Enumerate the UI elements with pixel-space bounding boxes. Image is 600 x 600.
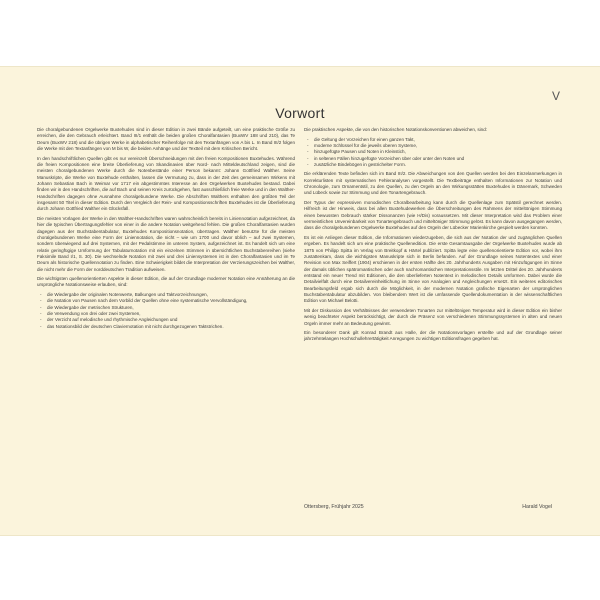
page-title: Vorwort: [275, 105, 325, 121]
list-item: - die Notation von Pausen nach dem Vorbild der Quellen ohne eine systematische Vervollständigung,: [47, 298, 295, 304]
paragraph: Die choralgebundenen Orgelwerke Buxtehudes sind in dieser Edition in zwei Bände aufgeteilt, um eine praktische Größe zu erreichen, die den Gebrauch erleichtert. Band III/1 enthält die beiden großen Choralfantasien (BuxWV 188 und 210), das Te Deum (BuxWV 218) und die übrigen Werke in alphabetischer Reihenfolge mit den Textanfängen von A bis L. In Band III/2 folgen die Werke mit den Textanfängen von M bis W, die beiden Anhänge und der Textteil mit dem Kritischen Bericht.: [37, 127, 295, 152]
list-item: - in seltenen Fällen hinzugefügte Vorzeichen über oder unter den Noten und: [314, 156, 562, 162]
paragraph: Mit der Diskussion des Verhältnisses der verwendeten Tonarten zur mitteltönigen Temperatur wird in dieser Edition ein bisher wenig beachteter Aspekt berücksichtigt, der durch die Präsenz von verschiedenen Stimmungssystemen in alten und neuen Orgeln immer mehr an Bedeutung gewinnt.: [304, 307, 562, 326]
list-item: - die Geltung der Vorzeichen für einen ganzen Takt,: [314, 137, 562, 143]
list-item: - die Wiedergabe der originalen Notenwerte, Balkungen und Taktvorzeichnungen,: [47, 292, 295, 298]
practical-aspects-list: [304, 137, 562, 169]
author-signature: Harald Vogel: [522, 504, 552, 510]
left-column: [37, 127, 295, 333]
page-number: V: [551, 89, 560, 103]
list-item: - das Notationsbild der deutschen Claviernotation mit nicht durchgezogenen Taktstrichen.: [47, 324, 295, 330]
list-item: - hinzugefügte Pausen und Noten in Kleinstich,: [314, 149, 562, 155]
paragraph: In den handschriftlichen Quellen gibt es nur vereinzelt Überschneidungen mit den freien Kompositionen Buxtehudes. Während die freien Kompositionen eine breite Überlieferung von Skandinavien über Nord- nach Mitteldeutschland zeigen, sind die meisten choralgebundenen Werke durch die Notenbestände einer Person bekannt: Johann Gottfried Walther. Seine Manuskripte, die Werke von Buxtehude enthalten, lassen die Vermutung zu, dass in der Zeit des gemeinsamen Wirkens mit Johann Sebastian Bach in Weimar vor 1717 ein abgestimmtes Interesse an den Orgelwerken Buxtehudes bestand. Dabei finden wir in den Handschriften, die auf Bach und seinen Kreis zurückgehen, fast ausschließlich freie Werke und in den Walther-Handschriften dagegen ohne Ausnahme choralgebundene Werke. Die Abschriften Walthers enthalten den größten Teil der insgesamt 50 Titel in dieser Edition. Durch den Vergleich der Rein- und Kompositionsschriften Buxtehudes ist die Überlieferung durch Johann Gottfried Walther ein Glücksfall.: [37, 155, 295, 212]
paragraph: Die praktischen Aspekte, die von den historischen Notationskonventionen abweichen, sind:: [304, 127, 487, 132]
paragraph: Die erklärenden Texte befinden sich im Band III/2. Die Abweichungen von den Quellen werden bei den Einzelanmerkungen in Korrekturlisten mit systematischen Fehleranalysen vorgestellt. Die Textbeiträge enthalten Informationen zur Notation und Chronologie, zum Ornamentstil, zu den Quellen, zu den Orgeln an den Wirkungsstätten Buxtehudes in Dänemark, Schweden und Lübeck sowie zur Stimmung und den Tonartengebrauch.: [304, 171, 562, 196]
list-item: - der Verzicht auf melodische und rhythmische Angleichungen und: [47, 317, 295, 323]
list-item: - die Verwendung von drei oder zwei Systemen,: [47, 311, 295, 317]
paragraph: Es ist ein Anliegen dieser Edition, die Informationen wiederzugeben, die sich aus der Notation der und zugänglichen Quellen ergeben. Es handelt sich um eine praktische Quellenedition. Die erste Gesamtausgabe der Orgelwerke Buxtehudes wurde ab 1875 von Philipp Spitta im Verlag von Breitkopf & Härtel publiziert. Spitta legte eine quellenorientierte Edition vor, wobei ihm zustattenkam, dass die wichtigsten Manuskripte sich in Berlin befanden. Auf der Grundlage seines Notentextes und einer Revision von Max Seiffert (1904) erschienen in der ersten Hälfte des 20. Jahrhunderts Ausgaben mit Hinzufügungen im Sinne der damals üblichen spätromantischen oder auch nachromantischen Interpretationsstile. Im letzten Drittel des 20. Jahrhunderts entstand ein neuer Trend mit Editionen, die den überlieferten Notentext in melodischen Details umformen. Dabei wurde die Detailvielfalt durch eine Detailvereinheitlichung im Sinne von Analogien und Angleichungen ersetzt. Ein weiteres editorisches Bearbeitungsfeld ergab sich durch die Möglichkeit, in der modernen Notation grafische Eigenarten der ursprünglichen Buchstabentabulatur abzubilden. Von bleibendem Wert ist die umfassende Quellendokumentation in der wissenschaftlichen Edition von Michael Belotti.: [304, 234, 562, 304]
right-column: [304, 127, 562, 346]
paragraph: Die wichtigsten quellenorientierten Aspekte in dieser Edition, die auf der Grundlage moderner Notation eine Annäherung an die ursprüngliche Notationsweise erlauben, sind:: [37, 276, 295, 288]
book-page: [0, 66, 600, 536]
paragraph: Der Typus der expressiven monodischen Choralbearbeitung kann durch die Quellenlage zum Spätstil gerechnet werden. Hilfreich ist der Hinweis, dass bei allen Buxtehudewerken die Überschreitungen des Rahmens der mitteltönigen Stimmung einen bewussten Gebrauch stärker Dissonanzen (wie H/Dis) voraussetzen. Mit dieser Interpretation wird das Problem einer vermeintlichen Unvereinbarkeit von Tonartengebrauch und mitteltöniger Stimmung gelöst. Es kann davon ausgegangen werden, dass die choralgebundenen Orgelwerke Buxtehudes auf den Orgeln der Lübecker Marienkirche gespielt werden konnten.: [304, 200, 562, 231]
paragraph: Ein besonderer Dank gilt Konrad Brandt aus Halle, der die Notationsvorlagen erstellte und auf der Grundlage seiner jahrzehntelangen Hochschullehrertätigkeit Anregungen zu wichtigen Editionsfragen gegeben hat.: [304, 330, 562, 342]
list-item: - zusätzliche Bindebögen in gestrichelter Form.: [314, 162, 562, 168]
list-item: - moderne Schlüssel für die jeweils oberen Systeme,: [314, 143, 562, 149]
paragraph: Die meisten Vorlagen der Werke in den Walther-Handschriften waren wahrscheinlich bereits in Liniennotation aufgezeichnet, da hier die typischen Übertragungsfehler von einer in die andere Notation weitgehend fehlen. Die großen Choralfantasien wurden dagegen aus der Buchstabentabulatur, Buxtehudes Kompositionsnotation, übertragen. Walther benutzte für die meisten choralgebundenen Werke eine Form der Liniennotation, die nicht – wie um 1700 und davor üblich – auf zwei Systemen, sondern überwiegend auf drei Systemen, mit der Pedalstimme im unteren System, aufgezeichnet ist. Es handelt sich um eine relativ geringfügige Umformung der Tabulaturnotation mit ein einzelnen Stimmen in übersichtlichen Buchstabenreihen (siehe Faksimile Band I/1, S. 30). Die wechselnde Notation mit zwei und drei Liniensystemen ist in den Choralfantasien und im Te Deum als historische Quellennotation zu finden. Eine Schwierigkeit bildet die Interpretation der Verzierungszeichen bei Walther, die nicht mehr die Form der norddeutschen Tradition aufweisen.: [37, 215, 295, 272]
place-date: Ottersberg, Frühjahr 2025: [304, 504, 364, 510]
aspects-list: [37, 292, 295, 330]
list-item: - die Wiedergabe der metrischen Strukturen,: [47, 305, 295, 311]
